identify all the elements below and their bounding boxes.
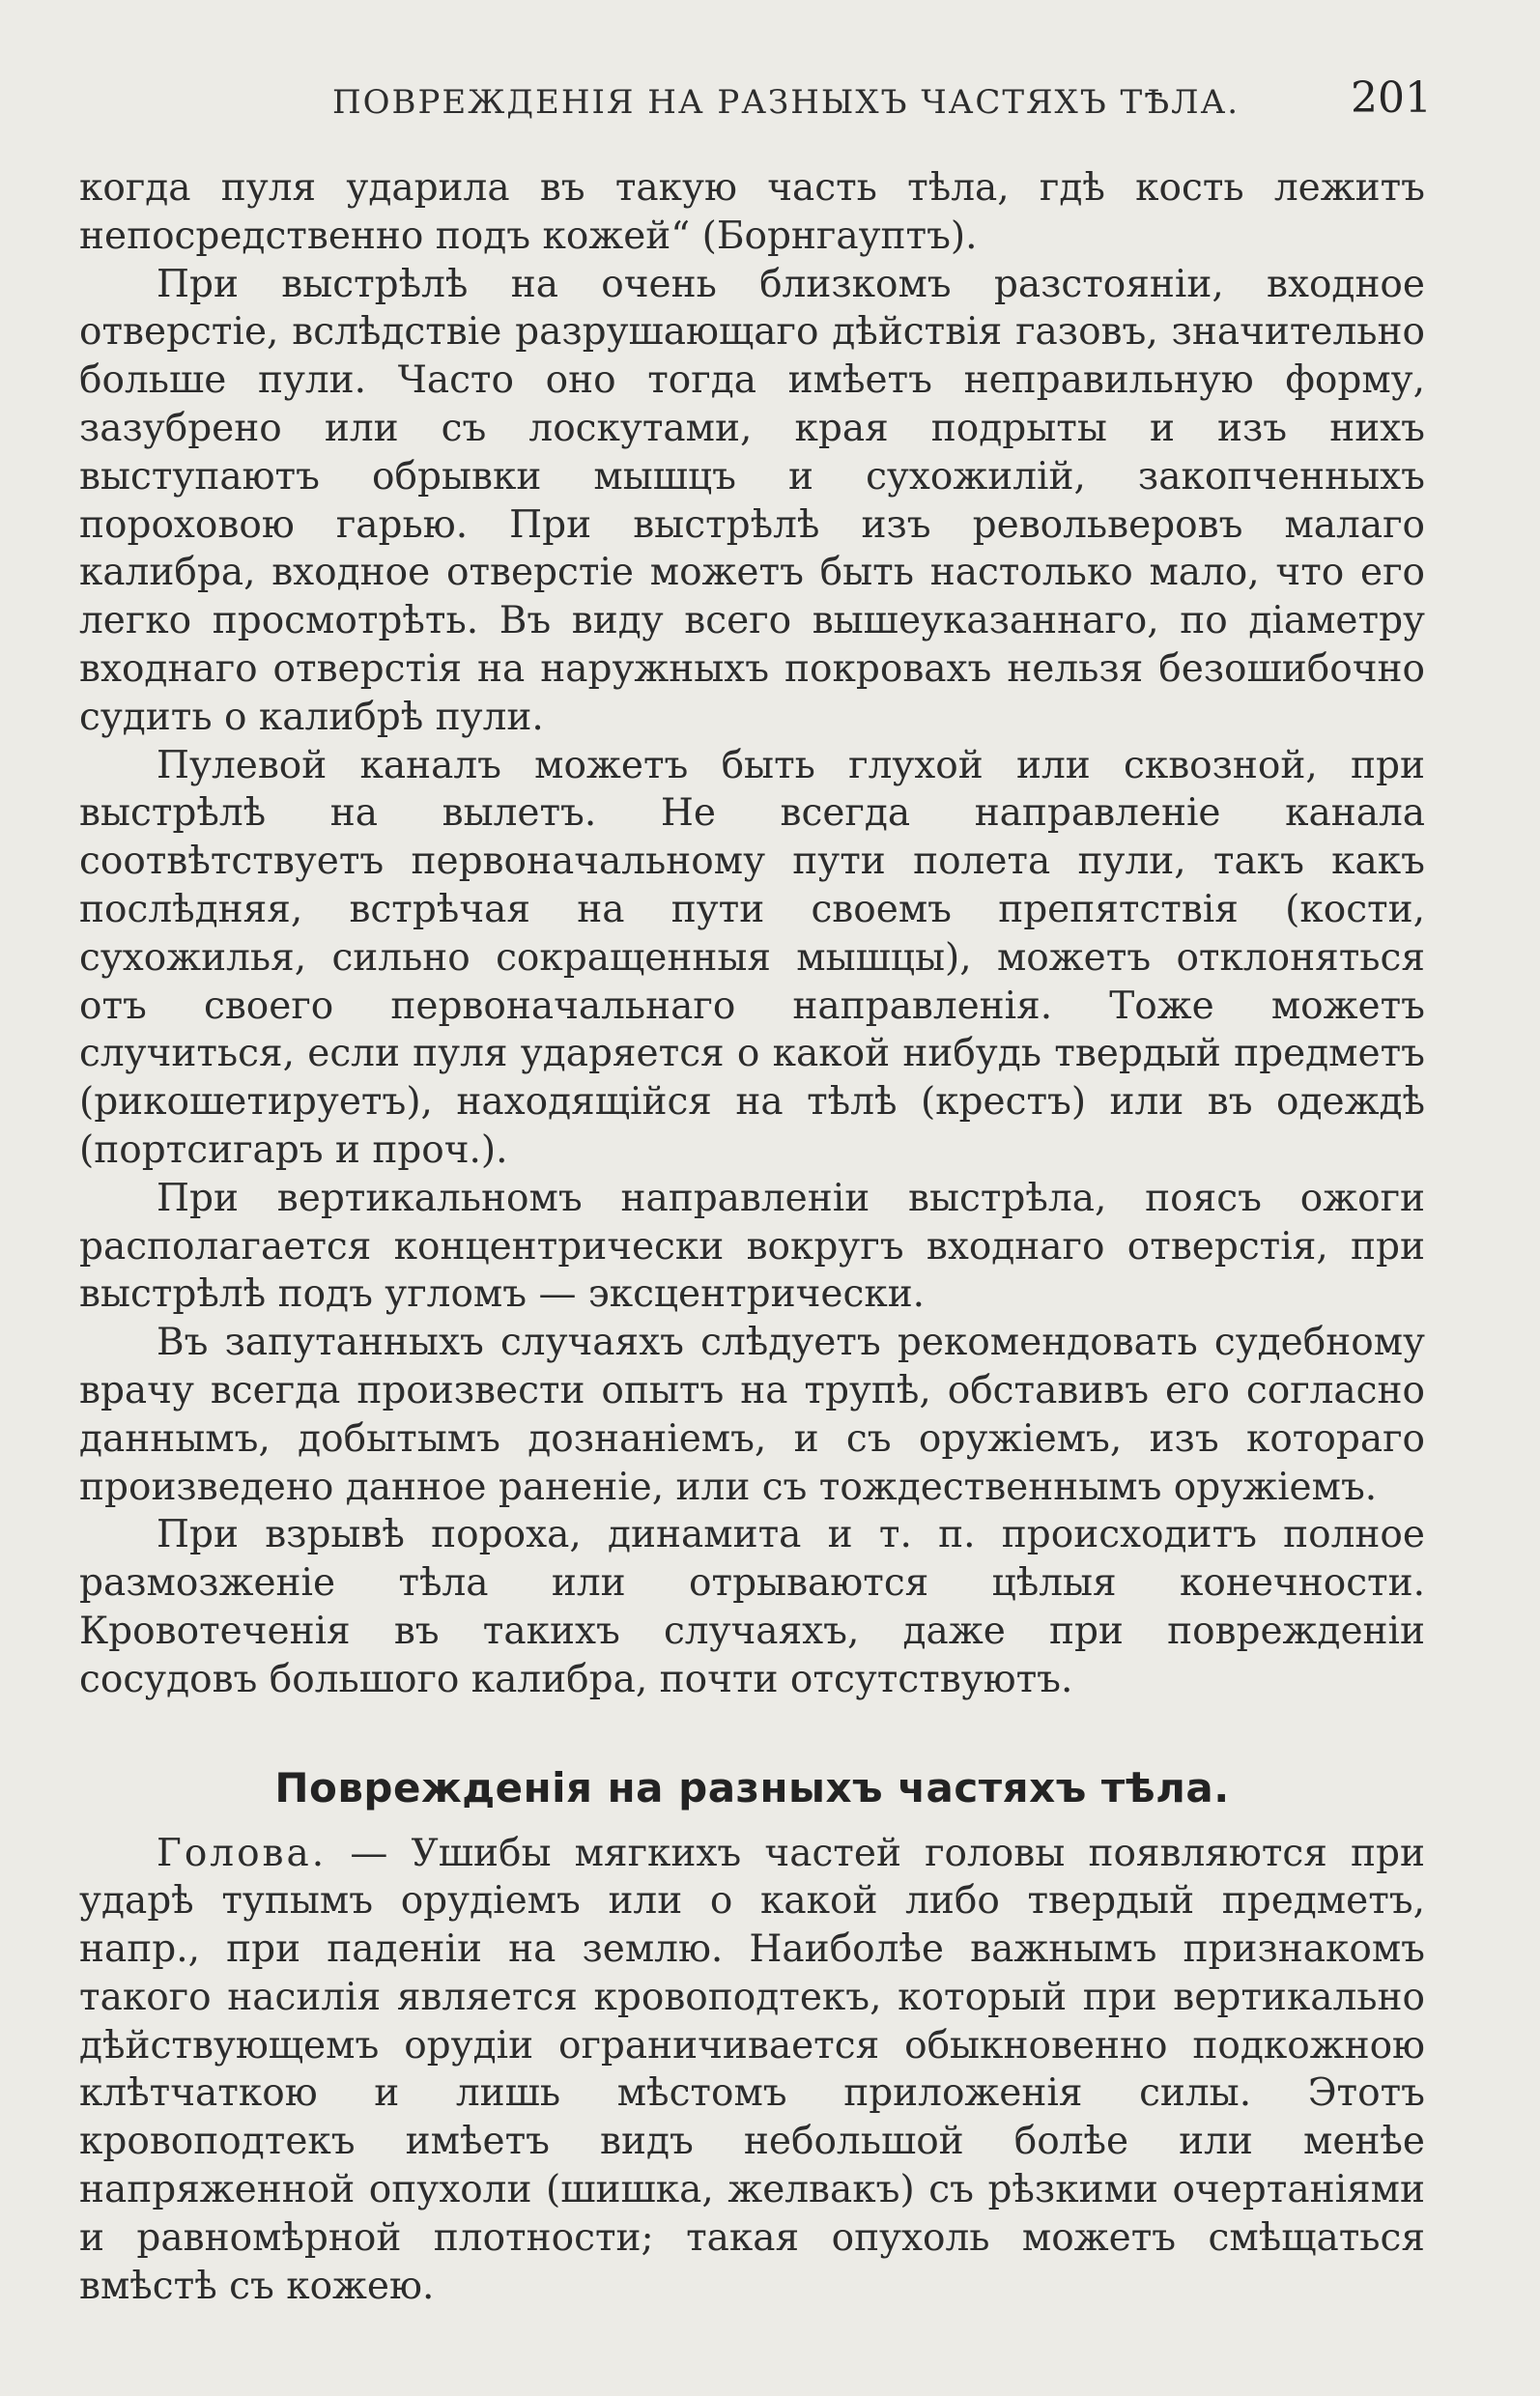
paragraph-head-injuries xyxy=(79,1830,1425,2311)
paragraph-explosion: При взрывѣ пороха, динамита и т. п. происходитъ полное размозженіе тѣла или отрываются цѣлыя конечности. Кровотеченія въ такихъ случаяхъ, даже при поврежденіи сосудовъ большого калибра, почти отсутствуютъ. xyxy=(79,1513,1425,1701)
running-title: ПОВРЕЖДЕНІЯ НА РАЗНЫХЪ ЧАСТЯХЪ ТѢЛА. xyxy=(332,83,1241,122)
paragraph-head-text: — Ушибы мягкихъ частей головы появляются при ударѣ тупымъ орудіемъ или о какой либо твердый предметъ, напр., при паденіи на землю. Наиболѣе важнымъ признакомъ такого насилія является кровоподтекъ, который при вертикально дѣйствующемъ орудіи ограничивается обыкновенно подкожною клѣтчаткою и лишь мѣстомъ приложенія силы. Этотъ кровоподтекъ имѣетъ видъ небольшой болѣе или менѣе напряженной опухоли (шишка, желвакъ) съ рѣзкими очертаніями и равномѣрной плотности; такая опухоль можетъ смѣщаться вмѣстѣ съ кожею. xyxy=(79,1831,1425,2308)
paragraph-entry-wound: При выстрѣлѣ на очень близкомъ разстояніи, входное отверстіе, вслѣдствіе разрушающаго дѣйствія газовъ, значительно больше пули. Часто оно тогда имѣетъ неправильную форму, зазубрено или съ лоскутами, края подрыты и изъ нихъ выступаютъ обрывки мышцъ и сухожилій, закопченныхъ пороховою гарью. При выстрѣлѣ изъ револьверовъ малаго калибра, входное отверстіе можетъ быть настолько мало, что его легко просмотрѣть. Въ виду всего вышеуказаннаго, по діаметру входнаго отверстія на наружныхъ покровахъ нельзя безошибочно судить о калибрѣ пули. xyxy=(79,262,1425,739)
lead-word-head: Голова. xyxy=(157,1831,328,1875)
paragraph-bullet-channel: Пулевой каналъ можетъ быть глухой или сквозной, при выстрѣлѣ на вылетъ. Не всегда направленіе канала соотвѣтствуетъ первоначальному пути полета пули, такъ какъ послѣдняя, встрѣчая на пути своемъ препятствія (кости, сухожилья, сильно сокращенныя мышцы), можетъ отклоняться отъ своего первоначальнаго направленія. Тоже можетъ случиться, если пуля ударяется о какой нибудь твердый предметъ (рикошетируетъ), находящійся на тѣлѣ (крестъ) или въ одеждѣ (портсигаръ и проч.). xyxy=(79,743,1425,1172)
page-number: 201 xyxy=(1351,73,1432,123)
section-heading: Поврежденія на разныхъ частяхъ тѣла. xyxy=(274,1763,1230,1811)
paragraph-burn-zone: При вертикальномъ направленіи выстрѣла, поясъ ожоги располагается концентрически вокругъ входнаго отверстія, при выстрѣлѣ подъ угломъ — эксцентрически. xyxy=(79,1176,1425,1317)
paragraph-continuation: когда пуля ударила въ такую часть тѣла, гдѣ кость лежитъ непосредственно подъ кожей“ (Борнгауптъ). xyxy=(79,166,1425,258)
paragraph-experiment: Въ запутанныхъ случаяхъ слѣдуетъ рекомендовать судебному врачу всегда произвести опытъ на трупѣ, обставивъ его согласно даннымъ, добытымъ дознаніемъ, и съ оружіемъ, изъ котораго произведено данное раненіе, или съ тождественнымъ оружіемъ. xyxy=(79,1321,1425,1509)
page-body xyxy=(79,164,1425,2310)
running-head xyxy=(79,75,1432,129)
